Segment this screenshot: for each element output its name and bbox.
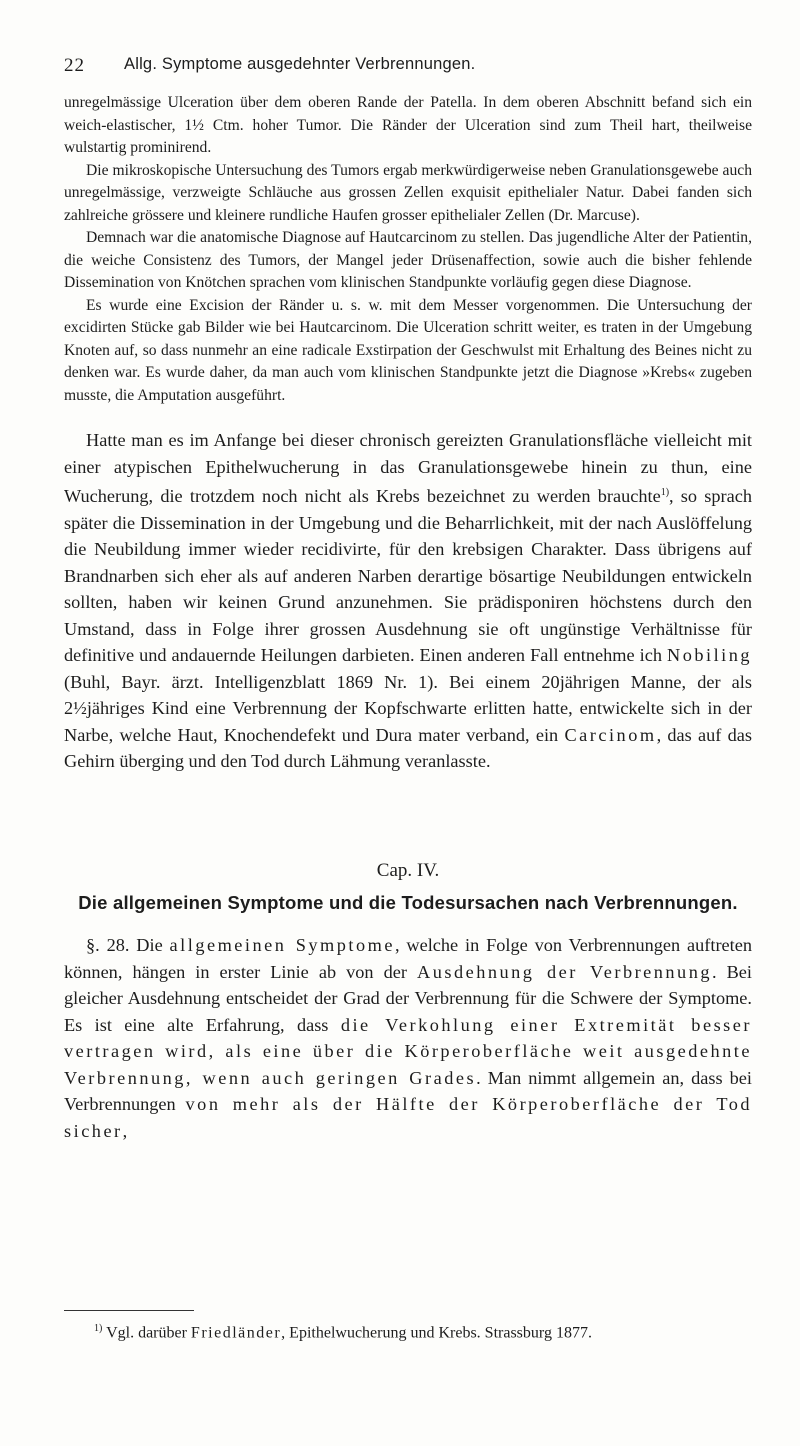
footnote: $^{1)}$ Vgl. darüber Friedländer, Epithelwucherung und Krebs. Strassburg 1877. [94, 1323, 592, 1342]
discussion-paragraph: Hatte man es im Anfange bei dieser chronisch gereizten Granulationsfläche vielleicht mit einer atypischen Epithelwucherung in das Granulationsgewebe hinein zu thun, eine Wucherung, die trotzdem noch nicht als Krebs bezeichnet zu werden brauchte$^{1)}$, so sprach später die Dissemination in der Umgebung und die Beharrlichkeit, mit der nach Auslöffelung die Neubildung immer wieder recidivirte, für den krebsigen Charakter. Dass übrigens auf Brandnarben sich eher als auf anderen Narben derartige bösartige Neubildungen entwickeln sollten, haben wir keinen Grund anzunehmen. Sie prädisponiren höchstens durch den Umstand, dass in Folge ihrer grossen Ausdehnung sie oft ungünstige Verhältnisse für definitive und andauernde Heilungen darbieten. Einen anderen Fall entnehme ich Nobiling (Buhl, Bayr. ärzt. Intelligenzblatt 1869 Nr. 1). Bei einem 20jährigen Manne, der als 2½jähriges Kind eine Verbrennung der Kopfschwarte erlitten hatte, entwickelte sich in der Narbe, welche Haut, Knochendefekt und Dura mater verband, ein Carcinom, das auf das Gehirn überging und den Tod durch Lähmung veranlasste. [64, 430, 753, 772]
case-paragraph-3: Demnach war die anatomische Diagnose auf Hautcarcinom zu stellen. Das jugendliche Alter der Patientin, die weiche Consistenz des Tumors, der Mangel jeder Drüsenaffection, sowie auch die bisher fehlende Dissemination von Knötchen sprachen vom klinischen Standpunkte vorläufig gegen diese Diagnose. [64, 229, 752, 291]
case-paragraph-1: unregelmässige Ulceration über dem oberen Rande der Patella. In dem oberen Abschnitt befand sich ein weich-elastischer, 1½ Ctm. hoher Tumor. Die Ränder der Ulceration sind zum Theil hart, theilweise wulstartig prominirend. [64, 94, 752, 156]
footnote-reference: 1) [660, 487, 670, 498]
running-head [64, 55, 752, 83]
footnote-rule [64, 1310, 194, 1311]
page-number: 22 [64, 55, 85, 76]
author-name-nobiling: Nobiling [667, 645, 753, 666]
section-number: §. 28. [86, 935, 130, 955]
footnote-mark: 1) [94, 1323, 103, 1334]
section-28-paragraph: §. 28. Die allgemeinen Symptome, welche in Folge von Verbrennungen auftreten können, hängen in erster Linie ab von der Ausdehnung der Verbrennung. Bei gleicher Ausdehnung entscheidet der Grad der Verbrennung für die Schwere der Symptome. Es ist eine alte Erfahrung, dass die Verkohlung einer Extremität besser vertragen wird, als eine über die Körperoberfläche weit ausgedehnte Verbrennung, wenn auch geringen Grades. Man nimmt allgemein an, dass bei Verbrennungen von mehr als der Hälfte der Körperoberfläche der Tod sicher, [64, 935, 752, 1141]
chapter-title: Die allgemeinen Symptome und die Todesursachen nach Verbrennungen. [78, 892, 738, 913]
emphasis-carcinom: Carcinom [564, 724, 657, 745]
footnote-author: Friedländer [190, 1324, 282, 1342]
case-paragraph-4: Es wurde eine Excision der Ränder u. s. w. mit dem Messer vorgenommen. Die Untersuchung der excidirten Stücke gab Bilder wie bei Hautcarcinom. Die Ulceration schritt weiter, es traten in der Umgebung Knoten auf, so dass nunmehr an eine radicale Exstirpation der Geschwulst mit Erhaltung des Beines nicht zu denken war. Es wurde daher, da man auch vom klinischen Standpunkte jetzt die Diagnose »Krebs« zugeben musste, die Amputation ausgeführt. [64, 296, 752, 404]
chapter-label: Cap. IV. [376, 860, 440, 881]
section-28-text [64, 932, 752, 1144]
running-title: Allg. Symptome ausgedehnter Verbrennungen. [124, 55, 476, 73]
discussion-text [64, 427, 752, 775]
case-paragraph-2: Die mikroskopische Untersuchung des Tumors ergab merkwürdigerweise neben Granulationsgewebe auch unregelmässige, verzweigte Schläuche aus grossen Zellen exquisit epithelialer Natur. Dabei fanden sich zahlreiche grössere und kleinere rundliche Haufen grosser epithelialer Zellen (Dr. Marcuse). [64, 161, 752, 224]
case-report-text [64, 92, 752, 407]
